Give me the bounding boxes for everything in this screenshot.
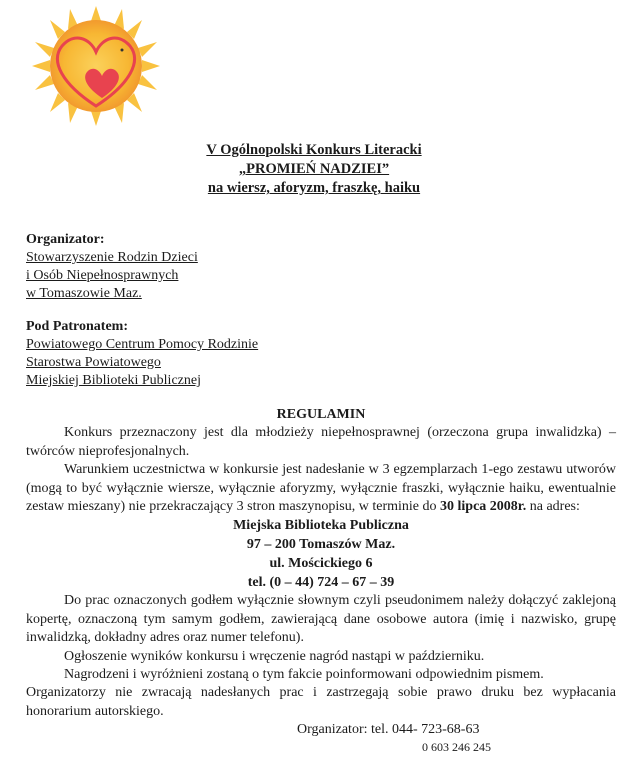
regulations-paragraph	[26, 461, 616, 516]
regulations-paragraph: Do prac oznaczonych godłem wyłącznie słownym czyli pseudonimem należy dołączyć zaklejoną kopertę, oznaczoną tym samym godłem, zawierającą dane osobowe autora (imię i nazwisko, grupę inwalidzką, dokładny adres oraz numer telefonu).	[26, 593, 616, 646]
organizer-line: i Osób Niepełnosprawnych	[26, 268, 179, 283]
mobile-number: 0 603 246 245	[422, 740, 491, 754]
organizer-contact: Organizator: tel. 044- 723-68-63	[297, 722, 480, 737]
title-line-3: na wiersz, aforyzm, fraszkę, haiku	[207, 180, 421, 196]
title-line-1: V Ogólnopolski Konkurs Literacki	[206, 142, 422, 158]
regulations-paragraph: Konkurs przeznaczony jest dla młodzieży niepełnosprawnej (orzeczona grupa inwalidzka) – twórców nieprofesjonalnych.	[26, 425, 616, 459]
p2-end: na adres:	[529, 499, 580, 515]
deadline-date: 30 lipca 2008r.	[440, 499, 527, 515]
address-block	[26, 516, 616, 592]
regulations-paragraph: Organizatorzy nie zwracają nadesłanych prac i zastrzegają sobie prawo druku bez wypłacania honorarium autorskiego.	[26, 685, 616, 719]
contest-title	[0, 141, 628, 198]
p2-text: Warunkiem uczestnictwa w konkursie jest nadesłanie w 3 egzemplarzach 1-ego zestawu utworów (mogą to być wyłącznie wiersze, wyłącznie aforyzmy, wyłącznie fraszki, wyłącznie haiku, ewentualnie zestaw mieszany) nie przekraczający 3 stron maszynopisu, w terminie do	[26, 462, 616, 515]
address-line: 97 – 200 Tomaszów Maz.	[246, 537, 396, 553]
organizer-line: Stowarzyszenie Rodzin Dzieci	[26, 250, 198, 265]
regulations-heading: REGULAMIN	[276, 407, 366, 422]
patronage-heading: Pod Patronatem:	[26, 319, 128, 334]
regulations	[26, 406, 616, 721]
address-phone: tel. (0 – 44) 724 – 67 – 39	[247, 575, 395, 591]
address-line: Miejska Biblioteka Publiczna	[233, 518, 409, 534]
organizer-line: w Tomaszowie Maz.	[26, 286, 142, 301]
address-line: ul. Mościckiego 6	[269, 556, 373, 572]
sun-heart-logo-icon	[32, 6, 160, 126]
patronage-section	[26, 318, 258, 390]
organizer-heading: Organizator:	[26, 232, 105, 247]
patron-line: Miejskiej Biblioteki Publicznej	[26, 373, 201, 388]
patron-line: Starostwa Powiatowego	[26, 355, 161, 370]
organizer-section	[26, 231, 198, 303]
title-line-2: „PROMIEŃ NADZIEI”	[238, 161, 390, 177]
regulations-paragraph: Nagrodzeni i wyróżnieni zostaną o tym fakcie poinformowani odpowiednim pismem.	[64, 667, 544, 683]
regulations-paragraph: Ogłoszenie wyników konkursu i wręczenie nagród nastąpi w październiku.	[64, 648, 485, 664]
patron-line: Powiatowego Centrum Pomocy Rodzinie	[26, 337, 259, 352]
